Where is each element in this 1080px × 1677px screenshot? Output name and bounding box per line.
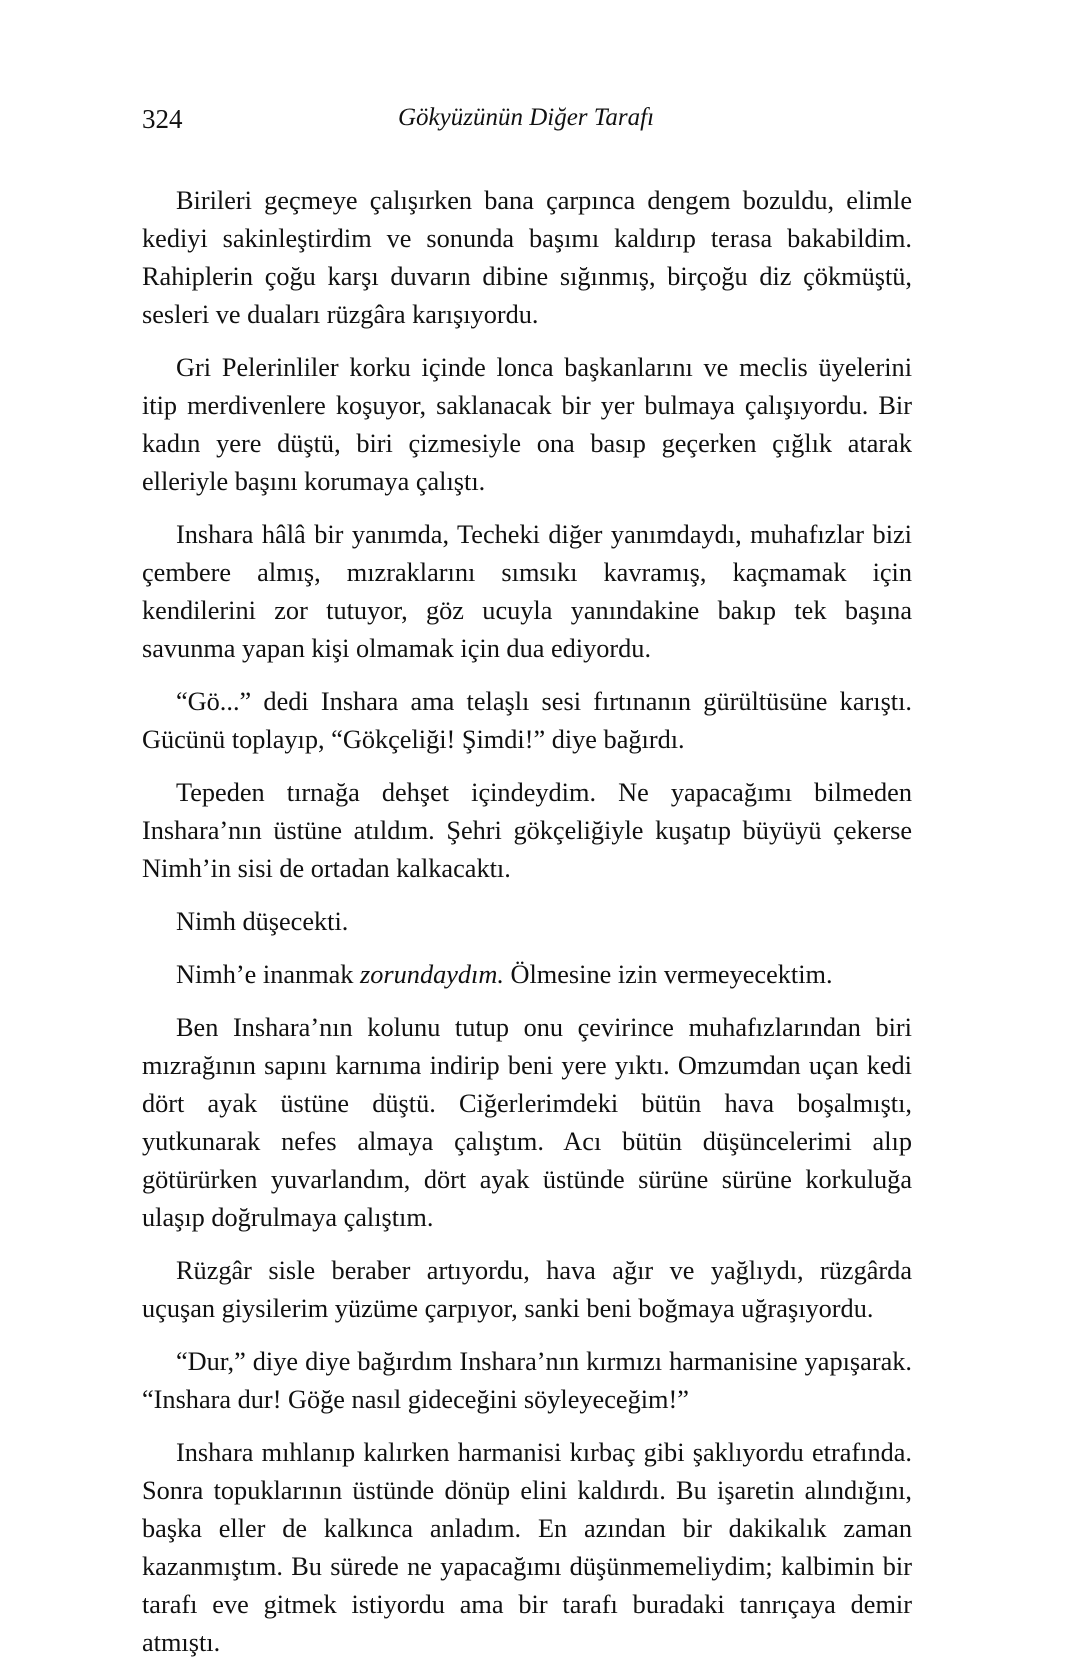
paragraph: Inshara hâlâ bir yanımda, Techeki diğer yanımdaydı, muhafızlar bizi çembere almış, mızraklarını sımsıkı kavramış, kaçmamak için kendilerini zor tutuyor, göz ucuyla yanındakine bakıp tek başına savunma yapan kişi olmamak için dua ediyordu. <box>142 520 912 663</box>
paragraph: Nimh düşecekti. <box>176 907 349 936</box>
page-header <box>142 104 910 144</box>
paragraph: Gri Pelerinliler korku içinde lonca başkanlarını ve meclis üyelerini itip merdivenlere koşuyor, saklanacak bir yer bulmaya çalışıyordu. Bir kadın yere düştü, biri çizmesiyle ona basıp geçerken çığlık atarak elleriyle başını korumaya çalıştı. <box>142 353 912 496</box>
paragraph-with-emphasis <box>142 956 912 994</box>
paragraph: Birileri geçmeye çalışırken bana çarpınca dengem bozuldu, elimle kediyi sakinleştirdim ve sonunda başımı kaldırıp terasa bakabildim. Rahiplerin çoğu karşı duvarın dibine sığınmış, birçoğu diz çökmüştü, sesleri ve duaları rüzgâra karışıyordu. <box>142 186 912 329</box>
paragraph: “Dur,” diye diye bağırdım Inshara’nın kırmızı harmanisine yapışarak. “Inshara dur! Göğe nasıl gideceğini söyleyeceğim!” <box>142 1347 912 1414</box>
running-title: Gökyüzünün Diğer Tarafı <box>397 104 655 131</box>
paragraph: “Gö...” dedi Inshara ama telaşlı sesi fırtınanın gürültüsüne karıştı. Gücünü toplayıp, “Gökçeliği! Şimdi!” diye bağırdı. <box>142 687 912 754</box>
paragraph: Inshara mıhlanıp kalırken harmanisi kırbaç gibi şaklıyordu etrafında. Sonra topuklarının üstünde dönüp elini kaldırdı. Bu işaretin alındığını, başka eller de kalkınca anladım. En azından bir dakikalık zaman kazanmıştım. Bu sürede ne yapacağımı düşünmemeliydim; kalbimin bir tarafı eve gitmek istiyordu ama bir tarafı buradaki tanrıçaya demir atmıştı. <box>142 1438 912 1657</box>
paragraph: Rüzgâr sisle beraber artıyordu, hava ağır ve yağlıydı, rüzgârda uçuşan giysilerim yüzüme çarpıyor, sanki beni boğmaya uğraşıyordu. <box>142 1256 912 1323</box>
paragraph-text: Nimh’e inanmak <box>176 960 361 989</box>
body-text <box>142 182 912 1677</box>
paragraph: Ben Inshara’nın kolunu tutup onu çevirince muhafızlarından biri mızrağının sapını karnıma indirip beni yere yıktı. Omzumdan uçan kedi dört ayak üstüne düştü. Ciğerlerimdeki bütün hava boşalmıştı, yutkunarak nefes almaya çalıştım. Acı bütün düşüncelerimi alıp götürürken yuvarlandım, dört ayak üstünde sürüne sürüne korkuluğa ulaşıp doğrulmaya çalıştım. <box>142 1013 912 1232</box>
paragraph: Tepeden tırnağa dehşet içindeydim. Ne yapacağımı bilmeden Inshara’nın üstüne atıldım. Şehri gökçeliğiyle kuşatıp büyüyü çekerse Nimh’in sisi de ortadan kalkacaktı. <box>142 778 912 883</box>
paragraph-text: Ölmesine izin vermeyecektim. <box>503 960 833 989</box>
page-number: 324 <box>142 104 183 134</box>
emphasis-text: zorundaydım. <box>360 960 504 989</box>
